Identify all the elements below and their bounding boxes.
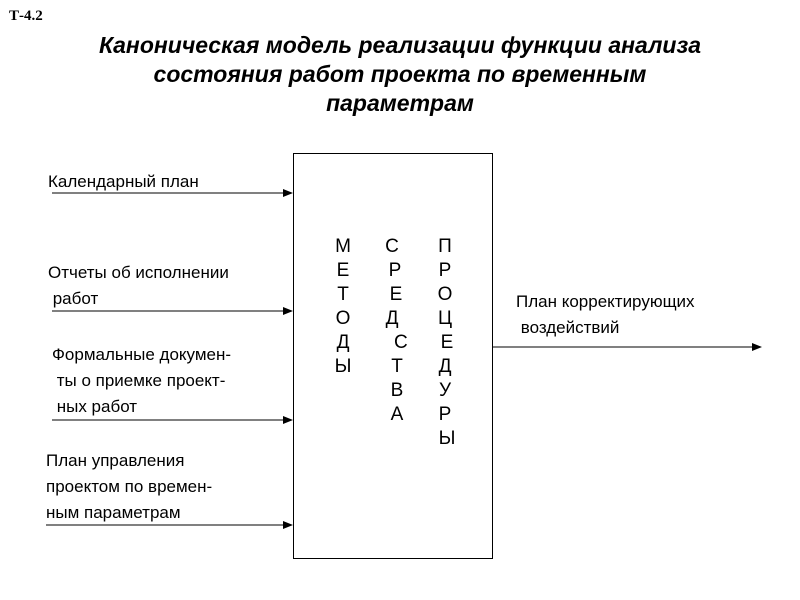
label-line: ты о приемке проект- (52, 371, 226, 390)
procedures-letter: П (438, 236, 452, 257)
methods-letter: Е (336, 260, 350, 281)
procedures-letter: Р (438, 404, 452, 425)
arrow-management-plan (46, 521, 293, 529)
tools-letter: Д (385, 308, 399, 329)
tools-letter: В (390, 380, 404, 401)
label-line: воздействий (516, 318, 620, 337)
label-line: План управления (46, 451, 185, 470)
tools-letter: Р (388, 260, 402, 281)
tools-letter: С (394, 332, 408, 353)
slide-tag: Т-4.2 (9, 8, 43, 24)
label-line: работ (48, 289, 99, 308)
methods-letter: Ы (334, 356, 352, 377)
label-line: ным параметрам (46, 503, 181, 522)
tools-letter: Т (391, 356, 403, 377)
label-line: Календарный план (48, 172, 199, 191)
tools-letter: Е (389, 284, 403, 305)
arrow-formal-docs (52, 416, 293, 424)
tools-letter: С (385, 236, 399, 257)
label-line: План корректирующих (516, 292, 695, 311)
methods-letter: О (335, 308, 351, 329)
label-line: ных работ (52, 397, 138, 416)
title-line: параметрам (326, 90, 474, 116)
procedures-letter: Д (438, 356, 452, 377)
procedures-letter: Ц (437, 308, 453, 329)
methods-letter: Т (337, 284, 349, 305)
arrow-reports (52, 307, 293, 315)
label-line: Отчеты об исполнении (48, 263, 229, 282)
methods-letter: М (335, 236, 351, 257)
procedures-letter: У (438, 380, 452, 401)
procedures-letter: О (437, 284, 453, 305)
title-line: состояния работ проекта по временным (153, 61, 647, 87)
procedures-letter: Р (438, 260, 452, 281)
procedures-letter: Е (440, 332, 454, 353)
label-line: Формальные докумен- (52, 345, 232, 364)
procedures-letter: Ы (438, 428, 456, 449)
arrow-calendar-plan (52, 189, 293, 197)
methods-letter: Д (336, 332, 350, 353)
label-line: проектом по времен- (46, 477, 213, 496)
arrow-output (493, 343, 762, 351)
title-line: Каноническая модель реализации функции анализа (99, 32, 701, 58)
tools-letter: А (390, 404, 404, 425)
